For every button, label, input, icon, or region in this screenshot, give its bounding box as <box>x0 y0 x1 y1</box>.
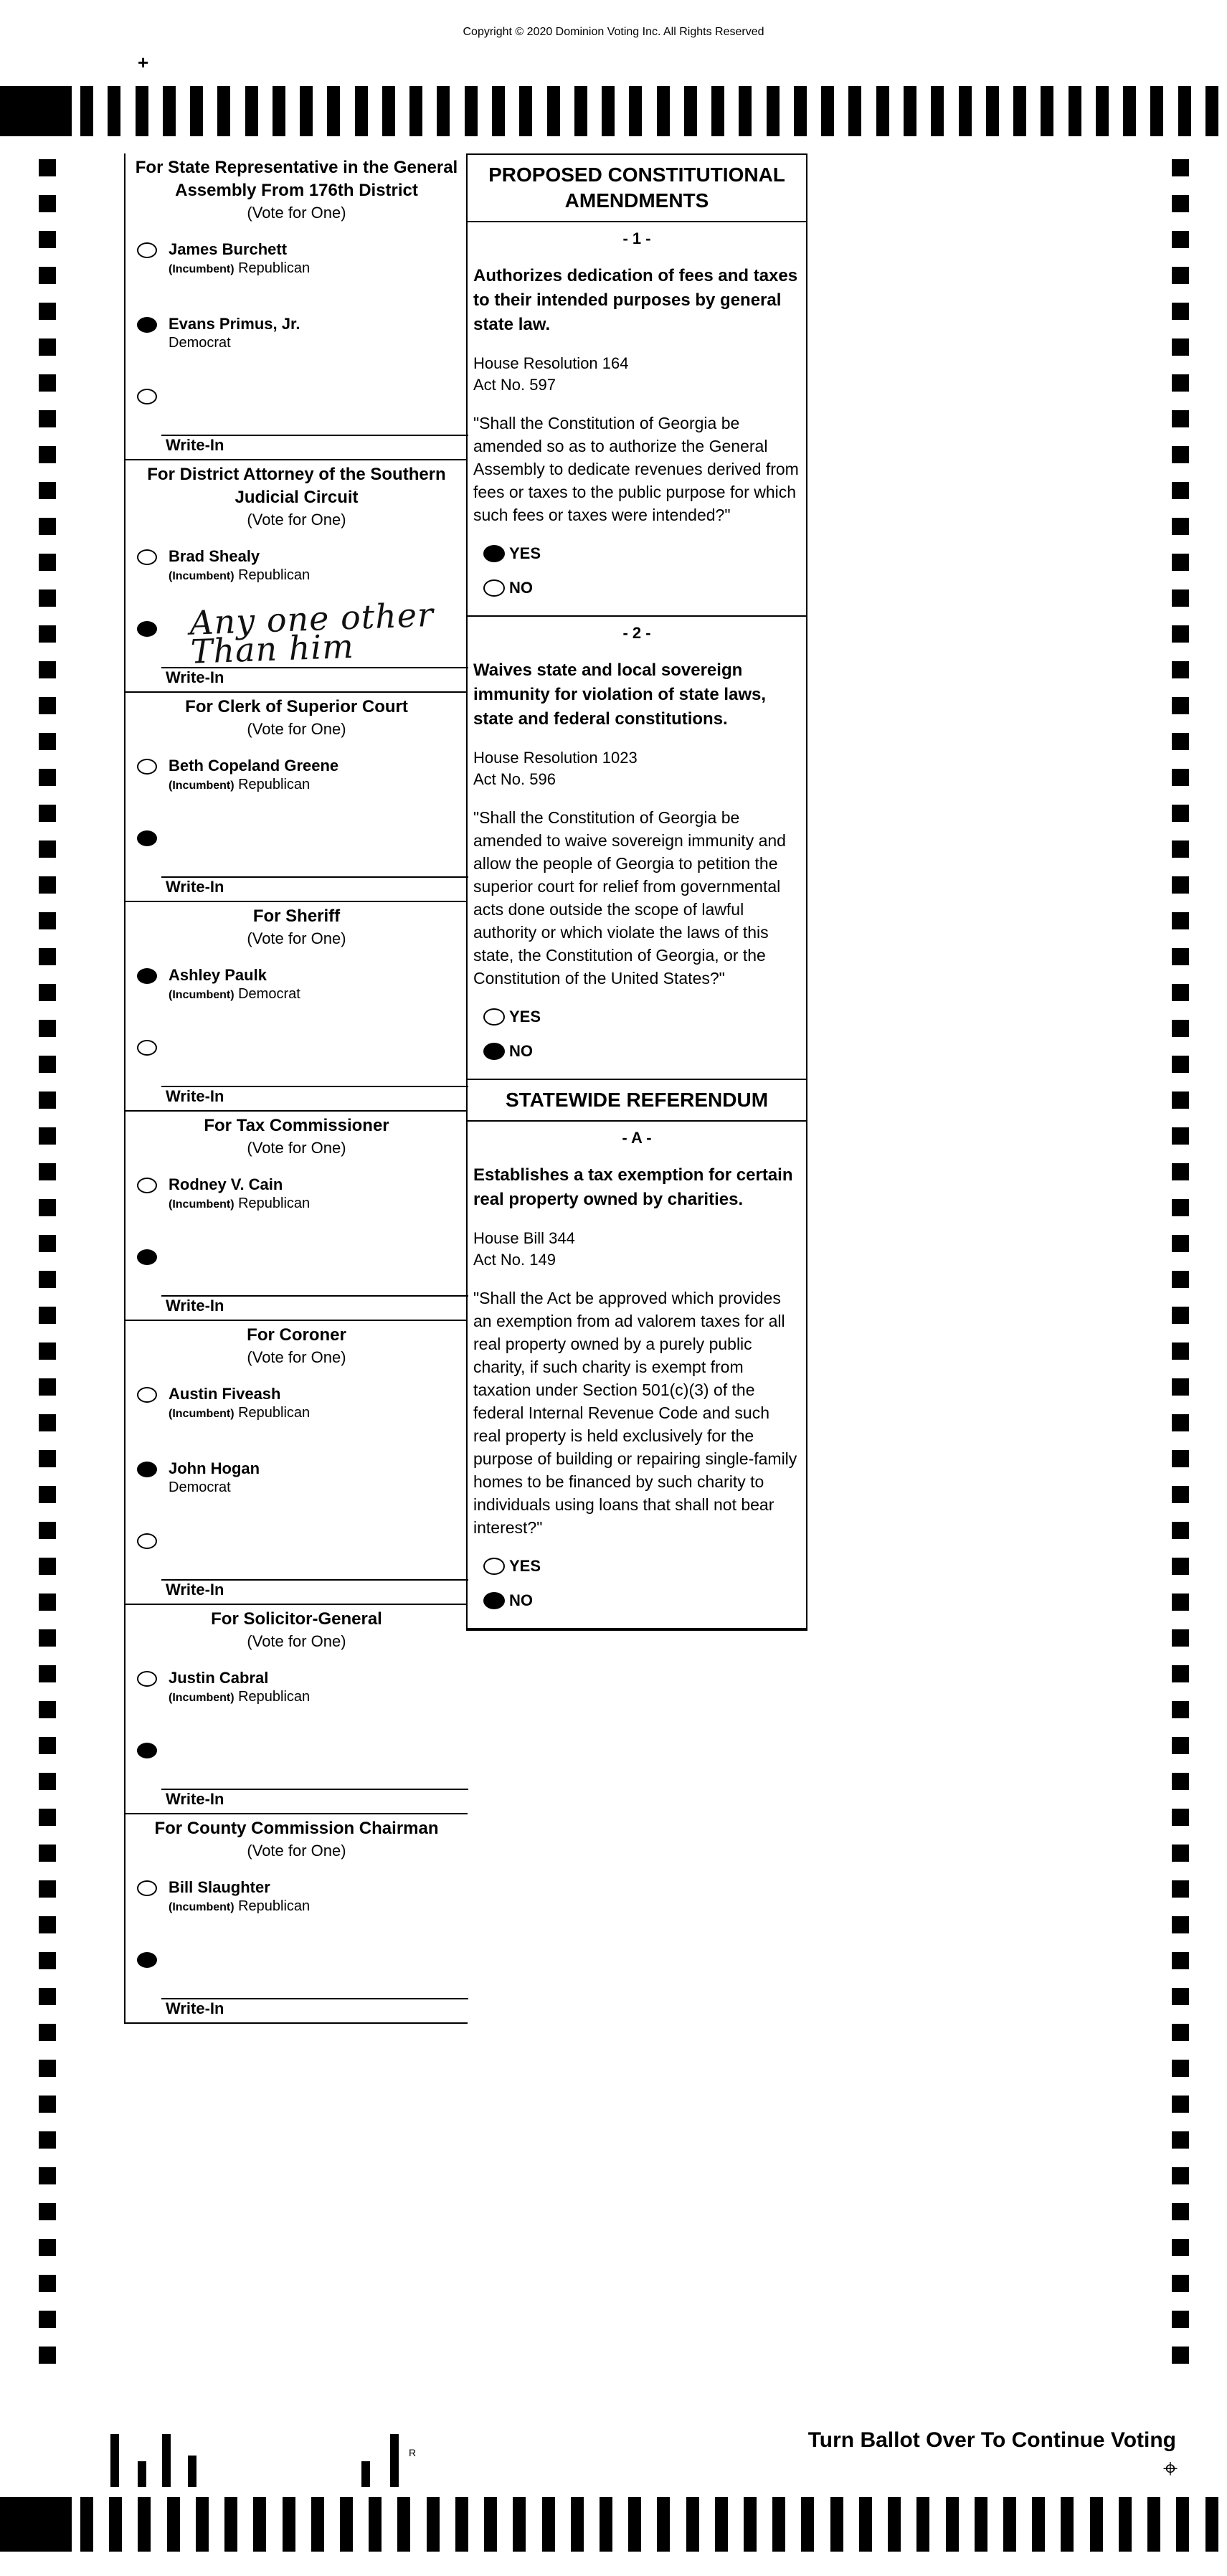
candidate-name: John Hogan <box>169 1459 260 1477</box>
measure-number: - 2 - <box>622 624 651 642</box>
vote-instruction: (Vote for One) <box>247 511 346 529</box>
candidate-option[interactable] <box>125 232 468 307</box>
party-name: Democrat <box>169 1479 231 1495</box>
write-in-line <box>161 435 468 436</box>
party-name: Republican <box>238 1405 311 1421</box>
write-in-option[interactable] <box>125 823 468 878</box>
choice-no[interactable] <box>473 1037 800 1071</box>
write-in-label: Write-In <box>166 668 224 686</box>
contest-title: For Sheriff <box>252 906 341 926</box>
timing-marks-right <box>1172 159 1192 2382</box>
contest-1 <box>125 460 468 693</box>
write-in-line <box>161 1789 468 1790</box>
write-in-line <box>161 667 468 668</box>
vote-instruction: (Vote for One) <box>247 204 346 222</box>
plus-mark-icon: + <box>138 52 149 73</box>
party-name: Republican <box>238 260 311 276</box>
candidate-party-line <box>169 1195 468 1213</box>
measure-question: "Shall the Act be approved which provides an exemption from ad valorem taxes for all real property owned by a purely public charity, if such charity is exempt from taxation under Section 501(c)(3) of the federal Internal Revenue Code and such real property is held exclusively for the purpose of building or repairing single-family homes to be financed by such charity to individuals using loans that shall not bear interest?" <box>473 1289 797 1537</box>
contest-7 <box>125 1814 468 2024</box>
vote-instruction: (Vote for One) <box>247 1139 346 1157</box>
contest-0 <box>125 153 468 460</box>
choice-yes[interactable] <box>473 1552 800 1586</box>
incumbent-tag: (Incumbent) <box>169 1692 234 1704</box>
write-in-label: Write-In <box>166 1999 224 2017</box>
write-in-option[interactable] <box>125 382 468 436</box>
contest-title: For County Commission Chairman <box>154 1819 439 1838</box>
candidate-name: James Burchett <box>169 240 288 258</box>
write-in-option[interactable] <box>125 1242 468 1297</box>
candidate-party-line <box>169 1404 468 1423</box>
candidate-name: Beth Copeland Greene <box>169 757 339 775</box>
candidate-party-line <box>169 1898 468 1916</box>
measure-number: - A - <box>622 1129 652 1147</box>
vote-instruction: (Vote for One) <box>247 929 346 947</box>
choice-label: YES <box>509 544 541 562</box>
incumbent-tag: (Incumbent) <box>169 780 234 792</box>
party-name: Republican <box>238 1195 311 1211</box>
write-in-line <box>161 1579 468 1581</box>
write-in-option[interactable] <box>125 1945 468 1999</box>
candidate-option[interactable] <box>125 1452 468 1526</box>
contest-5 <box>125 1321 468 1605</box>
vote-oval[interactable] <box>137 242 157 258</box>
candidate-option[interactable] <box>125 307 468 382</box>
candidate-party-line <box>169 1479 468 1497</box>
timing-marks-left <box>39 159 59 2382</box>
vote-oval[interactable] <box>137 830 157 846</box>
candidate-party-line <box>169 567 468 585</box>
choice-yes[interactable] <box>473 1003 800 1037</box>
contest-title: For Coroner <box>247 1325 346 1345</box>
incumbent-tag: (Incumbent) <box>169 1901 234 1913</box>
write-in-label: Write-In <box>166 1297 224 1315</box>
measure-title: Authorizes dedication of fees and taxes to their intended purposes by general state law. <box>473 266 798 334</box>
write-in-label: Write-In <box>166 1790 224 1808</box>
vote-instruction: (Vote for One) <box>247 1842 346 1860</box>
vote-oval[interactable] <box>483 1043 505 1060</box>
party-name: Republican <box>238 1898 311 1914</box>
measure-ref-2: Act No. 596 <box>473 770 556 788</box>
candidate-option[interactable] <box>125 1168 468 1242</box>
candidate-party-line <box>169 985 468 1004</box>
vote-oval[interactable] <box>483 1558 505 1575</box>
measure-reference <box>473 747 800 790</box>
crosshair-target-icon: ⌖ <box>1162 2453 1178 2483</box>
vote-oval[interactable] <box>483 1008 505 1026</box>
choice-label: YES <box>509 1557 541 1575</box>
vote-oval[interactable] <box>137 968 157 984</box>
turn-over-instruction: Turn Ballot Over To Continue Voting <box>807 2428 1176 2452</box>
write-in-option[interactable] <box>125 1526 468 1581</box>
vote-oval[interactable] <box>137 1040 157 1056</box>
contest-title: For Clerk of Superior Court <box>185 697 408 716</box>
referendum-header: STATEWIDE REFERENDUM <box>468 1080 806 1122</box>
measures-column <box>466 153 807 1631</box>
contest-6 <box>125 1605 468 1814</box>
incumbent-tag: (Incumbent) <box>169 1198 234 1211</box>
vote-oval[interactable] <box>137 1880 157 1896</box>
measure-number: - 1 - <box>622 229 651 247</box>
handwritten-write-in: Any one other Than him <box>189 595 435 671</box>
referendum-measure-0 <box>468 1122 806 1629</box>
vote-instruction: (Vote for One) <box>247 1348 346 1366</box>
vote-oval[interactable] <box>483 579 505 597</box>
contest-title: For Solicitor-General <box>211 1609 382 1629</box>
choice-label: YES <box>509 1008 541 1026</box>
amendments-header: PROPOSED CONSTITUTIONAL AMENDMENTS <box>468 155 806 222</box>
choice-label: NO <box>509 1591 533 1609</box>
incumbent-tag: (Incumbent) <box>169 989 234 1001</box>
vote-oval[interactable] <box>137 1462 157 1477</box>
write-in-line <box>161 1086 468 1087</box>
write-in-line <box>161 876 468 878</box>
measure-title: Waives state and local sovereign immunity for violation of state laws, state and federal constitutions. <box>473 660 767 729</box>
measure-ref-1: House Bill 344 <box>473 1229 575 1247</box>
candidate-party-line <box>169 1688 468 1707</box>
write-in-line <box>161 1998 468 1999</box>
incumbent-tag: (Incumbent) <box>169 1408 234 1420</box>
contest-4 <box>125 1112 468 1321</box>
candidate-party-line <box>169 260 468 278</box>
measure-reference <box>473 353 800 396</box>
incumbent-tag: (Incumbent) <box>169 570 234 582</box>
party-name: Democrat <box>169 335 231 351</box>
vote-oval[interactable] <box>137 1387 157 1403</box>
party-name: Republican <box>238 567 311 583</box>
party-name: Democrat <box>238 986 300 1002</box>
candidate-option[interactable] <box>125 1377 468 1452</box>
contest-2 <box>125 693 468 902</box>
candidate-option[interactable] <box>125 749 468 823</box>
choice-label: NO <box>509 1042 533 1060</box>
candidate-name: Ashley Paulk <box>169 966 267 984</box>
measure-ref-1: House Resolution 164 <box>473 354 629 372</box>
candidate-option[interactable] <box>125 1870 468 1945</box>
measure-ref-2: Act No. 597 <box>473 376 556 394</box>
write-in-label: Write-In <box>166 878 224 896</box>
choice-no[interactable] <box>473 574 800 608</box>
vote-oval[interactable] <box>483 545 505 562</box>
measure-question: "Shall the Constitution of Georgia be amended so as to authorize the General Assembly to dedicate revenues derived from fees or taxes to the public purpose for which such fees or taxes were intended?" <box>473 414 799 524</box>
measure-question: "Shall the Constitution of Georgia be amended to waive sovereign immunity and allow the people of Georgia to petition the superior court for relief from governmental acts done outside the scope of lawful authority or which violate the laws of this state, the Constitution of Georgia, or the Constitution of the United States?" <box>473 808 786 988</box>
contest-title: For State Representative in the General Assembly From 176th District <box>135 158 458 200</box>
vote-oval[interactable] <box>137 1671 157 1687</box>
vote-instruction: (Vote for One) <box>247 1632 346 1650</box>
write-in-label: Write-In <box>166 1581 224 1599</box>
vote-oval[interactable] <box>137 389 157 404</box>
write-in-option[interactable] <box>125 1736 468 1790</box>
candidate-option[interactable] <box>125 958 468 1033</box>
vote-oval[interactable] <box>137 1952 157 1968</box>
vote-oval[interactable] <box>137 1743 157 1758</box>
party-name: Republican <box>238 1689 311 1705</box>
timing-marks-top <box>0 86 1227 136</box>
incumbent-tag: (Incumbent) <box>169 263 234 275</box>
registered-mark: R <box>409 2447 417 2458</box>
vote-instruction: (Vote for One) <box>247 720 346 738</box>
choice-no[interactable] <box>473 1586 800 1621</box>
vote-oval[interactable] <box>137 549 157 565</box>
write-in-option[interactable] <box>125 595 468 671</box>
choice-label: NO <box>509 579 533 597</box>
write-in-label: Write-In <box>166 436 224 454</box>
vote-oval[interactable] <box>137 1533 157 1549</box>
measure-ref-2: Act No. 149 <box>473 1251 556 1269</box>
vote-oval[interactable] <box>137 621 157 637</box>
measure-reference <box>473 1228 800 1271</box>
candidate-party-line <box>169 776 468 795</box>
vote-oval[interactable] <box>137 317 157 333</box>
write-in-label: Write-In <box>166 1087 224 1105</box>
candidate-name: Rodney V. Cain <box>169 1175 283 1193</box>
candidate-party-line <box>169 334 468 353</box>
candidate-option[interactable] <box>125 1661 468 1736</box>
candidate-name: Bill Slaughter <box>169 1878 270 1896</box>
choice-yes[interactable] <box>473 539 800 574</box>
candidate-name: Justin Cabral <box>169 1669 269 1687</box>
vote-oval[interactable] <box>137 1178 157 1193</box>
contest-title: For Tax Commissioner <box>204 1116 389 1135</box>
vote-oval[interactable] <box>137 1249 157 1265</box>
contest-title: For District Attorney of the Southern Judicial Circuit <box>147 465 446 507</box>
amendments-measure-0 <box>468 222 806 617</box>
candidate-name: Brad Shealy <box>169 547 260 565</box>
candidate-name: Evans Primus, Jr. <box>169 315 300 333</box>
vote-oval[interactable] <box>483 1592 505 1609</box>
write-in-option[interactable] <box>125 1033 468 1087</box>
write-in-line <box>161 1295 468 1297</box>
contest-3 <box>125 902 468 1112</box>
measure-title: Establishes a tax exemption for certain real property owned by charities. <box>473 1165 793 1209</box>
amendments-measure-1 <box>468 617 806 1080</box>
candidate-name: Austin Fiveash <box>169 1385 281 1403</box>
party-name: Republican <box>238 777 311 792</box>
contest-column-left <box>124 153 468 2024</box>
measure-ref-1: House Resolution 1023 <box>473 749 638 767</box>
copyright-notice: Copyright © 2020 Dominion Voting Inc. All Rights Reserved <box>463 26 764 38</box>
timing-marks-bottom <box>0 2497 1227 2552</box>
vote-oval[interactable] <box>137 759 157 775</box>
ballot-barcode <box>108 2430 423 2487</box>
